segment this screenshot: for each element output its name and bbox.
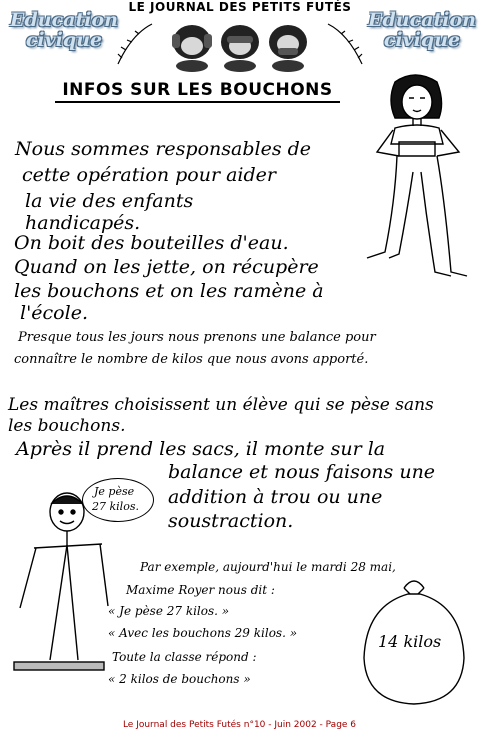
speech-line-1: Je pèse — [94, 485, 135, 498]
badge-left-line2: civique — [25, 29, 103, 51]
page-title: INFOS SUR LES BOUCHONS — [55, 80, 340, 103]
monkey-hear-no-evil-icon — [172, 25, 212, 72]
p1-line-7: les bouchons et on les ramène à — [14, 280, 324, 302]
page-footer: Le Journal des Petits Futés n°10 - Juin 2002 - Page 6 — [122, 720, 357, 730]
p3-line-1: Les maîtres choisissent un élève qui se pèse sans — [8, 395, 434, 415]
p3-line-2: les bouchons. — [8, 416, 126, 436]
p3-line-3: Après il prend les sacs, il monte sur la — [16, 438, 386, 460]
p1-line-4: handicapés. — [25, 212, 141, 234]
example-line-1: Par exemple, aujourd'hui le mardi 28 mai, — [140, 560, 396, 574]
p1-line-2: cette opération pour aider — [22, 164, 276, 186]
journal-masthead: LE JOURNAL DES PETITS FUTÉS — [128, 0, 352, 14]
p3-line-6: soustraction. — [168, 510, 294, 532]
monkey-see-no-evil-icon — [221, 25, 259, 72]
education-civique-badge-left — [10, 10, 118, 50]
p1-line-5: On boit des bouteilles d'eau. — [14, 232, 289, 254]
badge-right-line2: civique — [383, 29, 461, 51]
three-monkeys-logo — [112, 14, 368, 72]
p3-line-4: balance et nous faisons une — [168, 461, 436, 483]
badge-left-line1: Education — [10, 9, 118, 31]
p1-line-3: la vie des enfants — [25, 190, 194, 212]
p1-line-6: Quand on les jette, on récupère — [14, 256, 319, 278]
example-line-3: « Je pèse 27 kilos. » — [108, 604, 230, 618]
p3-line-5: addition à trou ou une — [168, 486, 383, 508]
p2-line-1: Presque tous les jours nous prenons une balance pour — [18, 330, 376, 345]
p1-line-1: Nous sommes responsables de — [15, 138, 312, 160]
bag-label: 14 kilos — [378, 632, 442, 651]
example-line-5: Toute la classe répond : — [112, 650, 257, 664]
speech-line-2: 27 kilos. — [92, 500, 139, 513]
education-civique-badge-right — [368, 10, 476, 50]
example-line-2: Maxime Royer nous dit : — [126, 583, 275, 597]
p2-line-2: connaître le nombre de kilos que nous avons apporté. — [14, 352, 369, 367]
p1-line-8: l'école. — [20, 302, 88, 324]
monkey-speak-no-evil-icon — [269, 25, 307, 72]
example-line-4: « Avec les bouchons 29 kilos. » — [108, 626, 298, 640]
example-line-6: « 2 kilos de bouchons » — [108, 672, 251, 686]
girl-drawing — [355, 72, 473, 287]
badge-right-line1: Education — [368, 9, 476, 31]
